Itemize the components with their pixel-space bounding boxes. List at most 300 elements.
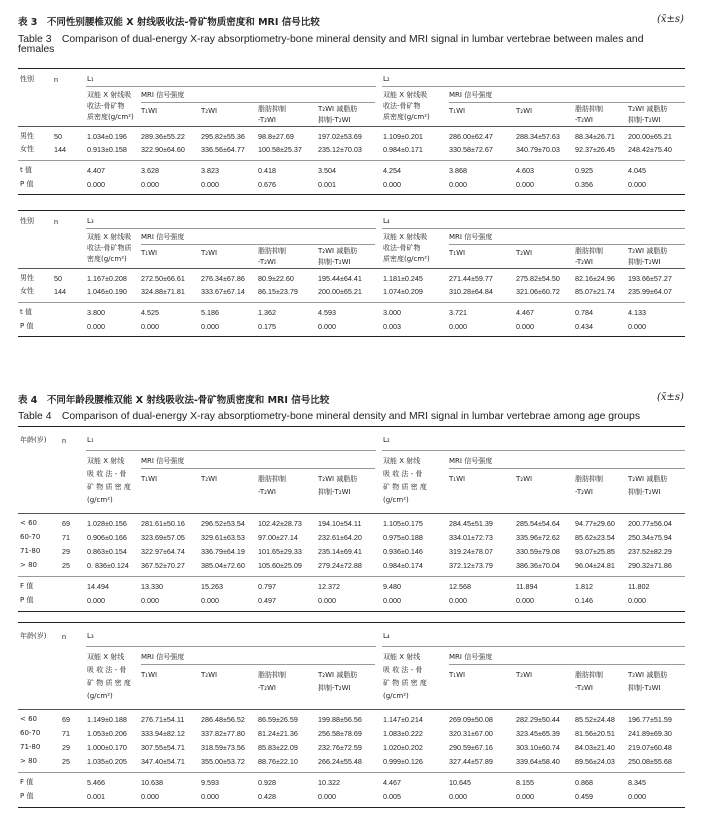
row-group-label: 男性: [20, 132, 34, 140]
column-header-t1wi: T₁WI: [141, 107, 158, 115]
table-cell: 193.66±57.27: [628, 274, 672, 283]
table-cell: 237.52±82.29: [628, 547, 672, 556]
table-cell: 284.45±51.39: [449, 519, 493, 528]
column-header-dxa: 矿 物 质 密 度: [87, 679, 131, 687]
mri-rule: [141, 468, 375, 469]
table-cell: 219.07±60.48: [628, 743, 672, 752]
table-cell: 248.42±75.40: [628, 145, 672, 154]
column-header-t2wi: T₂WI: [516, 475, 533, 483]
table-rule-top: [18, 426, 685, 427]
column-header-dxa: (g/cm²): [87, 496, 113, 504]
table-rule-sub: [382, 450, 685, 451]
stat-cell: 0.797: [258, 582, 276, 591]
column-header-sub: 抑制-T₂WI: [318, 116, 351, 124]
table-cell: 0. 836±0.124: [87, 561, 129, 570]
stat-cell: 0.000: [628, 180, 646, 189]
table-cell: 286.48±56.52: [201, 715, 245, 724]
column-header-fs: 脂肪抑制: [575, 105, 603, 113]
column-header-sub: 抑制-T₂WI: [628, 488, 661, 496]
column-header-dxa: 双能 X 射线: [87, 653, 125, 661]
column-header-mri: MRI 信号强度: [141, 457, 185, 465]
table-cell: 290.32±71.86: [628, 561, 672, 570]
table-cell: 241.89±69.30: [628, 729, 672, 738]
table-cell: 235.14±69.41: [318, 547, 362, 556]
table-cell: 85.52±24.48: [575, 715, 615, 724]
stat-cell: 5.186: [201, 308, 219, 317]
table-cell: 1.074±0.209: [383, 287, 423, 296]
table-cell: 1.053±0.206: [87, 729, 127, 738]
column-header-dxa: 吸 收 法 - 骨: [383, 666, 423, 674]
table-cell: 235.12±70.03: [318, 145, 362, 154]
stat-cell: 3.504: [318, 166, 336, 175]
table-cell: 333.67±67.14: [201, 287, 245, 296]
column-header-dxa: 吸 收 法 - 骨: [383, 470, 423, 478]
column-header-fs: -T₂WI: [575, 488, 593, 496]
table-cell: 271.44±59.77: [449, 274, 493, 283]
table4-note: (x̄±s): [657, 392, 684, 403]
stat-cell: 4.593: [318, 308, 336, 317]
stat-label: P 值: [20, 322, 34, 330]
column-header-group: 性别: [20, 217, 34, 225]
stat-label: t 值: [20, 308, 32, 316]
column-header-dxa: 吸 收 法 - 骨: [87, 470, 127, 478]
stat-label: t 值: [20, 166, 32, 174]
table-cell: 94.77±29.60: [575, 519, 615, 528]
stat-cell: 4.603: [516, 166, 534, 175]
column-header-fs: 脂肪抑制: [575, 475, 603, 483]
column-header-dxa: 收法-骨矿物: [383, 102, 421, 110]
column-header-fs: -T₂WI: [575, 116, 593, 124]
table-rule-bottom: [18, 807, 685, 808]
table-cell: 336.79±64.19: [201, 547, 245, 556]
stat-cell: 0.000: [318, 596, 336, 605]
table-cell: 100.58±25.37: [258, 145, 302, 154]
table-rule-top: [18, 210, 685, 211]
stat-cell: 0.000: [628, 792, 646, 801]
stat-cell: 0.003: [383, 322, 401, 331]
column-header-sub: T₂WI 减脂肪: [628, 671, 668, 679]
stat-label: F 值: [20, 778, 34, 786]
stat-label: P 值: [20, 596, 34, 604]
stat-cell: 9.480: [383, 582, 401, 591]
stat-cell: 3.000: [383, 308, 401, 317]
column-header-t1wi: T₁WI: [141, 249, 158, 257]
table-cell: 89.56±24.03: [575, 757, 615, 766]
table-cell: 197.02±53.69: [318, 132, 362, 141]
stat-cell: 0.000: [516, 792, 534, 801]
table-cell: 318.59±73.56: [201, 743, 245, 752]
table-cell: 235.99±64.07: [628, 287, 672, 296]
table-cell: 288.34±57.63: [516, 132, 560, 141]
table-cell: 232.61±64.20: [318, 533, 362, 542]
table-cell: 1.147±0.214: [383, 715, 423, 724]
stat-cell: 8.155: [516, 778, 534, 787]
column-header-sub: T₂WI 减脂肪: [318, 105, 358, 113]
row-n-value: 69: [62, 715, 70, 724]
table-cell: 339.64±58.40: [516, 757, 560, 766]
stat-cell: 0.676: [258, 180, 276, 189]
stat-cell: 1.812: [575, 582, 593, 591]
column-header-sub: T₂WI 减脂肪: [318, 247, 358, 255]
table-cell: 333.94±82.12: [141, 729, 185, 738]
table-cell: 1.028±0.156: [87, 519, 127, 528]
table-cell: 295.82±55.36: [201, 132, 245, 141]
row-group-label: 男性: [20, 274, 34, 282]
row-group-label: 71-80: [20, 547, 41, 555]
table-rule-sub: [382, 86, 685, 87]
table-rule-top: [18, 68, 685, 69]
table-cell: 307.55±54.71: [141, 743, 185, 752]
table-cell: 337.82±77.80: [201, 729, 245, 738]
column-header-t1wi: T₁WI: [141, 475, 158, 483]
mri-rule: [449, 468, 685, 469]
table-rule-bottom: [18, 336, 685, 337]
table-cell: 296.52±53.54: [201, 519, 245, 528]
stat-cell: 0.000: [141, 792, 159, 801]
column-header-fs: -T₂WI: [575, 684, 593, 692]
stat-cell: 4.254: [383, 166, 401, 175]
stat-cell: 3.628: [141, 166, 159, 175]
table-cell: 85.07±21.74: [575, 287, 615, 296]
stat-cell: 0.146: [575, 596, 593, 605]
stat-cell: 0.000: [87, 596, 105, 605]
table3-title-en-line1: Table 3 Comparison of dual-energy X-ray absorptiometry-bone mineral density and MRI signal in lumbar vertebrae between males and: [18, 34, 644, 45]
row-group-label: 71-80: [20, 743, 41, 751]
mri-rule: [449, 664, 685, 665]
column-header-t2wi: T₂WI: [201, 671, 218, 679]
table-rule-rows: [18, 160, 685, 161]
stat-cell: 4.525: [141, 308, 159, 317]
column-header-mri: MRI 信号强度: [449, 457, 493, 465]
stat-cell: 10.645: [449, 778, 471, 787]
stat-cell: 3.823: [201, 166, 219, 175]
column-header-sub: T₂WI 减脂肪: [628, 475, 668, 483]
row-n-value: 29: [62, 743, 70, 752]
stat-cell: 9.593: [201, 778, 219, 787]
row-n-value: 29: [62, 547, 70, 556]
table-cell: 85.62±23.54: [575, 533, 615, 542]
table-cell: 275.82±54.50: [516, 274, 560, 283]
vertebra-label: L₄: [383, 632, 390, 640]
table-rule-top: [18, 622, 685, 623]
table-rule-header: [18, 709, 685, 710]
table-cell: 250.08±55.68: [628, 757, 672, 766]
stat-cell: 0.497: [258, 596, 276, 605]
stat-cell: 14.494: [87, 582, 109, 591]
table-cell: 329.61±63.53: [201, 533, 245, 542]
table-cell: 194.10±54.11: [318, 519, 362, 528]
table-cell: 1.109±0.201: [383, 132, 423, 141]
mri-rule: [141, 664, 375, 665]
row-group-label: > 80: [20, 561, 37, 569]
column-header-sub: 抑制-T₂WI: [318, 488, 351, 496]
stat-cell: 5.466: [87, 778, 105, 787]
table4-title-en: Table 4 Comparison of dual-energy X-ray absorptiometry-bone mineral density and MRI signal in lumbar vertebrae among age groups: [18, 411, 641, 422]
table-cell: 1.083±0.222: [383, 729, 423, 738]
stat-cell: 0.000: [318, 322, 336, 331]
table-cell: 276.71±54.11: [141, 715, 185, 724]
column-header-dxa: 收法-骨矿物质: [87, 244, 132, 252]
stat-cell: 11.894: [516, 582, 538, 591]
stat-label: P 值: [20, 792, 34, 800]
table-rule-rows: [18, 576, 685, 577]
column-header-fs: -T₂WI: [575, 258, 593, 266]
row-n-value: 144: [54, 145, 66, 154]
table-cell: 282.29±50.44: [516, 715, 560, 724]
column-header-fs: 脂肪抑制: [258, 105, 286, 113]
stat-cell: 0.000: [201, 792, 219, 801]
stat-cell: 0.000: [201, 596, 219, 605]
column-header-t2wi: T₂WI: [516, 249, 533, 257]
table-cell: 289.36±55.22: [141, 132, 185, 141]
column-header-dxa: 双能 X 射线吸: [87, 233, 132, 241]
table-cell: 88.76±22.10: [258, 757, 298, 766]
table-cell: 82.16±24.96: [575, 274, 615, 283]
table-cell: 84.03±21.40: [575, 743, 615, 752]
table3-title-cn: 表 3 不同性别腰椎双能 X 射线吸收法-骨矿物质密度和 MRI 信号比较: [18, 17, 320, 28]
stat-label: F 值: [20, 582, 34, 590]
stat-cell: 8.345: [628, 778, 646, 787]
column-header-n: n: [54, 75, 58, 84]
table-cell: 266.24±55.48: [318, 757, 362, 766]
row-n-value: 144: [54, 287, 66, 296]
column-header-dxa: 双能 X 射线: [87, 457, 125, 465]
column-header-dxa: (g/cm²): [87, 692, 113, 700]
stat-cell: 0.459: [575, 792, 593, 801]
table-cell: 322.97±64.74: [141, 547, 185, 556]
column-header-t2wi: T₂WI: [516, 107, 533, 115]
table-cell: 0.863±0.154: [87, 547, 127, 556]
column-header-sub: T₂WI 减脂肪: [628, 247, 668, 255]
table-cell: 86.59±26.59: [258, 715, 298, 724]
column-header-fs: 脂肪抑制: [258, 475, 286, 483]
stat-cell: 0.000: [516, 596, 534, 605]
column-header-dxa: 吸 收 法 - 骨: [87, 666, 127, 674]
table-cell: 1.000±0.170: [87, 743, 127, 752]
stat-cell: 4.407: [87, 166, 105, 175]
column-header-fs: -T₂WI: [258, 488, 276, 496]
table-cell: 367.52±70.27: [141, 561, 185, 570]
column-header-dxa: 矿 物 质 密 度: [383, 483, 427, 491]
column-header-mri: MRI 信号强度: [449, 653, 493, 661]
column-header-group: 年龄(岁): [20, 436, 47, 444]
stat-cell: 0.000: [201, 180, 219, 189]
mri-rule: [449, 244, 685, 245]
column-header-dxa: (g/cm²): [383, 496, 409, 504]
table-cell: 1.181±0.245: [383, 274, 423, 283]
stat-cell: 12.568: [449, 582, 471, 591]
column-header-sub: 抑制-T₂WI: [628, 684, 661, 692]
stat-cell: 0.000: [449, 180, 467, 189]
vertebra-label: L₄: [383, 217, 390, 225]
column-header-dxa: 质密度(g/cm²): [383, 255, 430, 263]
column-header-n: n: [54, 217, 58, 226]
stat-cell: 0.000: [141, 180, 159, 189]
stat-cell: 11.802: [628, 582, 650, 591]
table-rule-header: [18, 126, 685, 127]
table-cell: 81.24±21.36: [258, 729, 298, 738]
table-cell: 276.34±67.86: [201, 274, 245, 283]
row-n-value: 25: [62, 757, 70, 766]
table3-note: (x̄±s): [657, 14, 684, 25]
row-n-value: 50: [54, 274, 62, 283]
column-header-fs: 脂肪抑制: [575, 247, 603, 255]
table-cell: 1.020±0.202: [383, 743, 423, 752]
table-cell: 200.77±56.04: [628, 519, 672, 528]
column-header-t1wi: T₁WI: [141, 671, 158, 679]
table-cell: 355.00±53.72: [201, 757, 245, 766]
table-cell: 279.24±72.88: [318, 561, 362, 570]
column-header-t2wi: T₂WI: [201, 475, 218, 483]
mri-rule: [449, 102, 685, 103]
stat-cell: 4.045: [628, 166, 646, 175]
table-cell: 80.9±22.60: [258, 274, 294, 283]
table-cell: 0.906±0.166: [87, 533, 127, 542]
column-header-fs: -T₂WI: [258, 116, 276, 124]
column-header-sub: T₂WI 减脂肪: [318, 475, 358, 483]
vertebra-label: L₁: [87, 436, 94, 444]
table-cell: 85.83±22.09: [258, 743, 298, 752]
column-header-dxa: 收法-骨矿物: [383, 244, 421, 252]
table-cell: 286.00±62.47: [449, 132, 493, 141]
table-cell: 324.88±71.81: [141, 287, 185, 296]
stat-cell: 4.467: [516, 308, 534, 317]
table-cell: 320.31±67.00: [449, 729, 493, 738]
stat-cell: 4.467: [383, 778, 401, 787]
table-cell: 256.58±78.69: [318, 729, 362, 738]
column-header-sub: 抑制-T₂WI: [628, 258, 661, 266]
stat-cell: 0.001: [87, 792, 105, 801]
table-rule-rows: [18, 302, 685, 303]
column-header-fs: 脂肪抑制: [575, 671, 603, 679]
stat-cell: 0.000: [449, 596, 467, 605]
table-cell: 232.76±72.59: [318, 743, 362, 752]
stat-cell: 0.000: [516, 180, 534, 189]
stat-cell: 0.000: [87, 180, 105, 189]
table-rule-sub: [86, 228, 376, 229]
row-group-label: 女性: [20, 145, 34, 153]
table-rule-sub: [86, 450, 376, 451]
table-cell: 322.90±64.60: [141, 145, 185, 154]
table-cell: 102.42±28.73: [258, 519, 302, 528]
table-cell: 92.37±26.45: [575, 145, 615, 154]
stat-cell: 0.868: [575, 778, 593, 787]
table-cell: 269.09±50.08: [449, 715, 493, 724]
table-cell: 195.44±64.41: [318, 274, 362, 283]
table-rule-header: [18, 268, 685, 269]
table-cell: 97.00±27.14: [258, 533, 298, 542]
stat-cell: 0.000: [141, 596, 159, 605]
column-header-dxa: 矿 物 质 密 度: [87, 483, 131, 491]
stat-cell: 1.362: [258, 308, 276, 317]
table-rule-sub: [86, 86, 376, 87]
table-cell: 1.105±0.175: [383, 519, 423, 528]
row-n-value: 50: [54, 132, 62, 141]
column-header-sub: 抑制-T₂WI: [318, 258, 351, 266]
table3-title-en-line2: females: [18, 44, 55, 55]
stat-cell: 0.418: [258, 166, 276, 175]
stat-cell: 0.000: [383, 596, 401, 605]
stat-cell: 10.638: [141, 778, 163, 787]
column-header-t1wi: T₁WI: [449, 249, 466, 257]
stat-cell: 3.800: [87, 308, 105, 317]
stat-cell: 0.000: [628, 596, 646, 605]
column-header-sub: 抑制-T₂WI: [628, 116, 661, 124]
table-cell: 281.61±50.16: [141, 519, 185, 528]
column-header-t1wi: T₁WI: [449, 107, 466, 115]
table-cell: 323.69±57.05: [141, 533, 185, 542]
table-cell: 327.44±57.89: [449, 757, 493, 766]
table-cell: 0.984±0.174: [383, 561, 423, 570]
stat-label: P 值: [20, 180, 34, 188]
table-cell: 272.50±66.61: [141, 274, 185, 283]
stat-cell: 0.428: [258, 792, 276, 801]
stat-cell: 0.000: [449, 792, 467, 801]
stat-cell: 0.000: [318, 792, 336, 801]
stat-cell: 0.001: [318, 180, 336, 189]
table-cell: 1.034±0.196: [87, 132, 127, 141]
table-rule-bottom: [18, 194, 685, 195]
row-group-label: 女性: [20, 287, 34, 295]
table-cell: 1.167±0.208: [87, 274, 127, 283]
table-cell: 0.913±0.158: [87, 145, 127, 154]
table-cell: 323.45±65.39: [516, 729, 560, 738]
vertebra-label: L₃: [87, 217, 94, 225]
stat-cell: 0.356: [575, 180, 593, 189]
table-cell: 0.975±0.188: [383, 533, 423, 542]
column-header-t1wi: T₁WI: [449, 671, 466, 679]
stat-cell: 3.721: [449, 308, 467, 317]
table-cell: 330.58±72.67: [449, 145, 493, 154]
mri-rule: [141, 102, 375, 103]
column-header-sub: 抑制-T₂WI: [318, 684, 351, 692]
column-header-t2wi: T₂WI: [201, 249, 218, 257]
row-n-value: 71: [62, 533, 70, 542]
table-cell: 319.24±78.07: [449, 547, 493, 556]
stat-cell: 0.000: [516, 322, 534, 331]
table-cell: 0.984±0.171: [383, 145, 423, 154]
row-group-label: < 60: [20, 715, 37, 723]
vertebra-label: L₃: [87, 632, 94, 640]
column-header-fs: 脂肪抑制: [258, 671, 286, 679]
table-cell: 96.04±24.81: [575, 561, 615, 570]
vertebra-label: L₁: [87, 75, 94, 83]
stat-cell: 0.000: [449, 322, 467, 331]
table-cell: 86.15±23.79: [258, 287, 298, 296]
stat-cell: 0.005: [383, 792, 401, 801]
table-cell: 101.65±29.33: [258, 547, 302, 556]
table-cell: 196.77±51.59: [628, 715, 672, 724]
table-cell: 1.046±0.190: [87, 287, 127, 296]
row-group-label: 60-70: [20, 729, 41, 737]
column-header-fs: 脂肪抑制: [258, 247, 286, 255]
table-rule-sub: [86, 646, 376, 647]
column-header-t1wi: T₁WI: [449, 475, 466, 483]
table-cell: 372.12±73.79: [449, 561, 493, 570]
column-header-dxa: 双能 X 射线: [383, 653, 421, 661]
table-cell: 0.936±0.146: [383, 547, 423, 556]
column-header-n: n: [62, 632, 66, 641]
column-header-sub: T₂WI 减脂肪: [318, 671, 358, 679]
column-header-dxa: 质密度(g/cm²): [383, 113, 430, 121]
column-header-sub: T₂WI 减脂肪: [628, 105, 668, 113]
table-cell: 330.59±79.08: [516, 547, 560, 556]
table-cell: 336.56±64.77: [201, 145, 245, 154]
table-rule-rows: [18, 772, 685, 773]
column-header-dxa: 密度(g/cm²): [87, 255, 127, 263]
stat-cell: 0.784: [575, 308, 593, 317]
stat-cell: 0.000: [87, 322, 105, 331]
